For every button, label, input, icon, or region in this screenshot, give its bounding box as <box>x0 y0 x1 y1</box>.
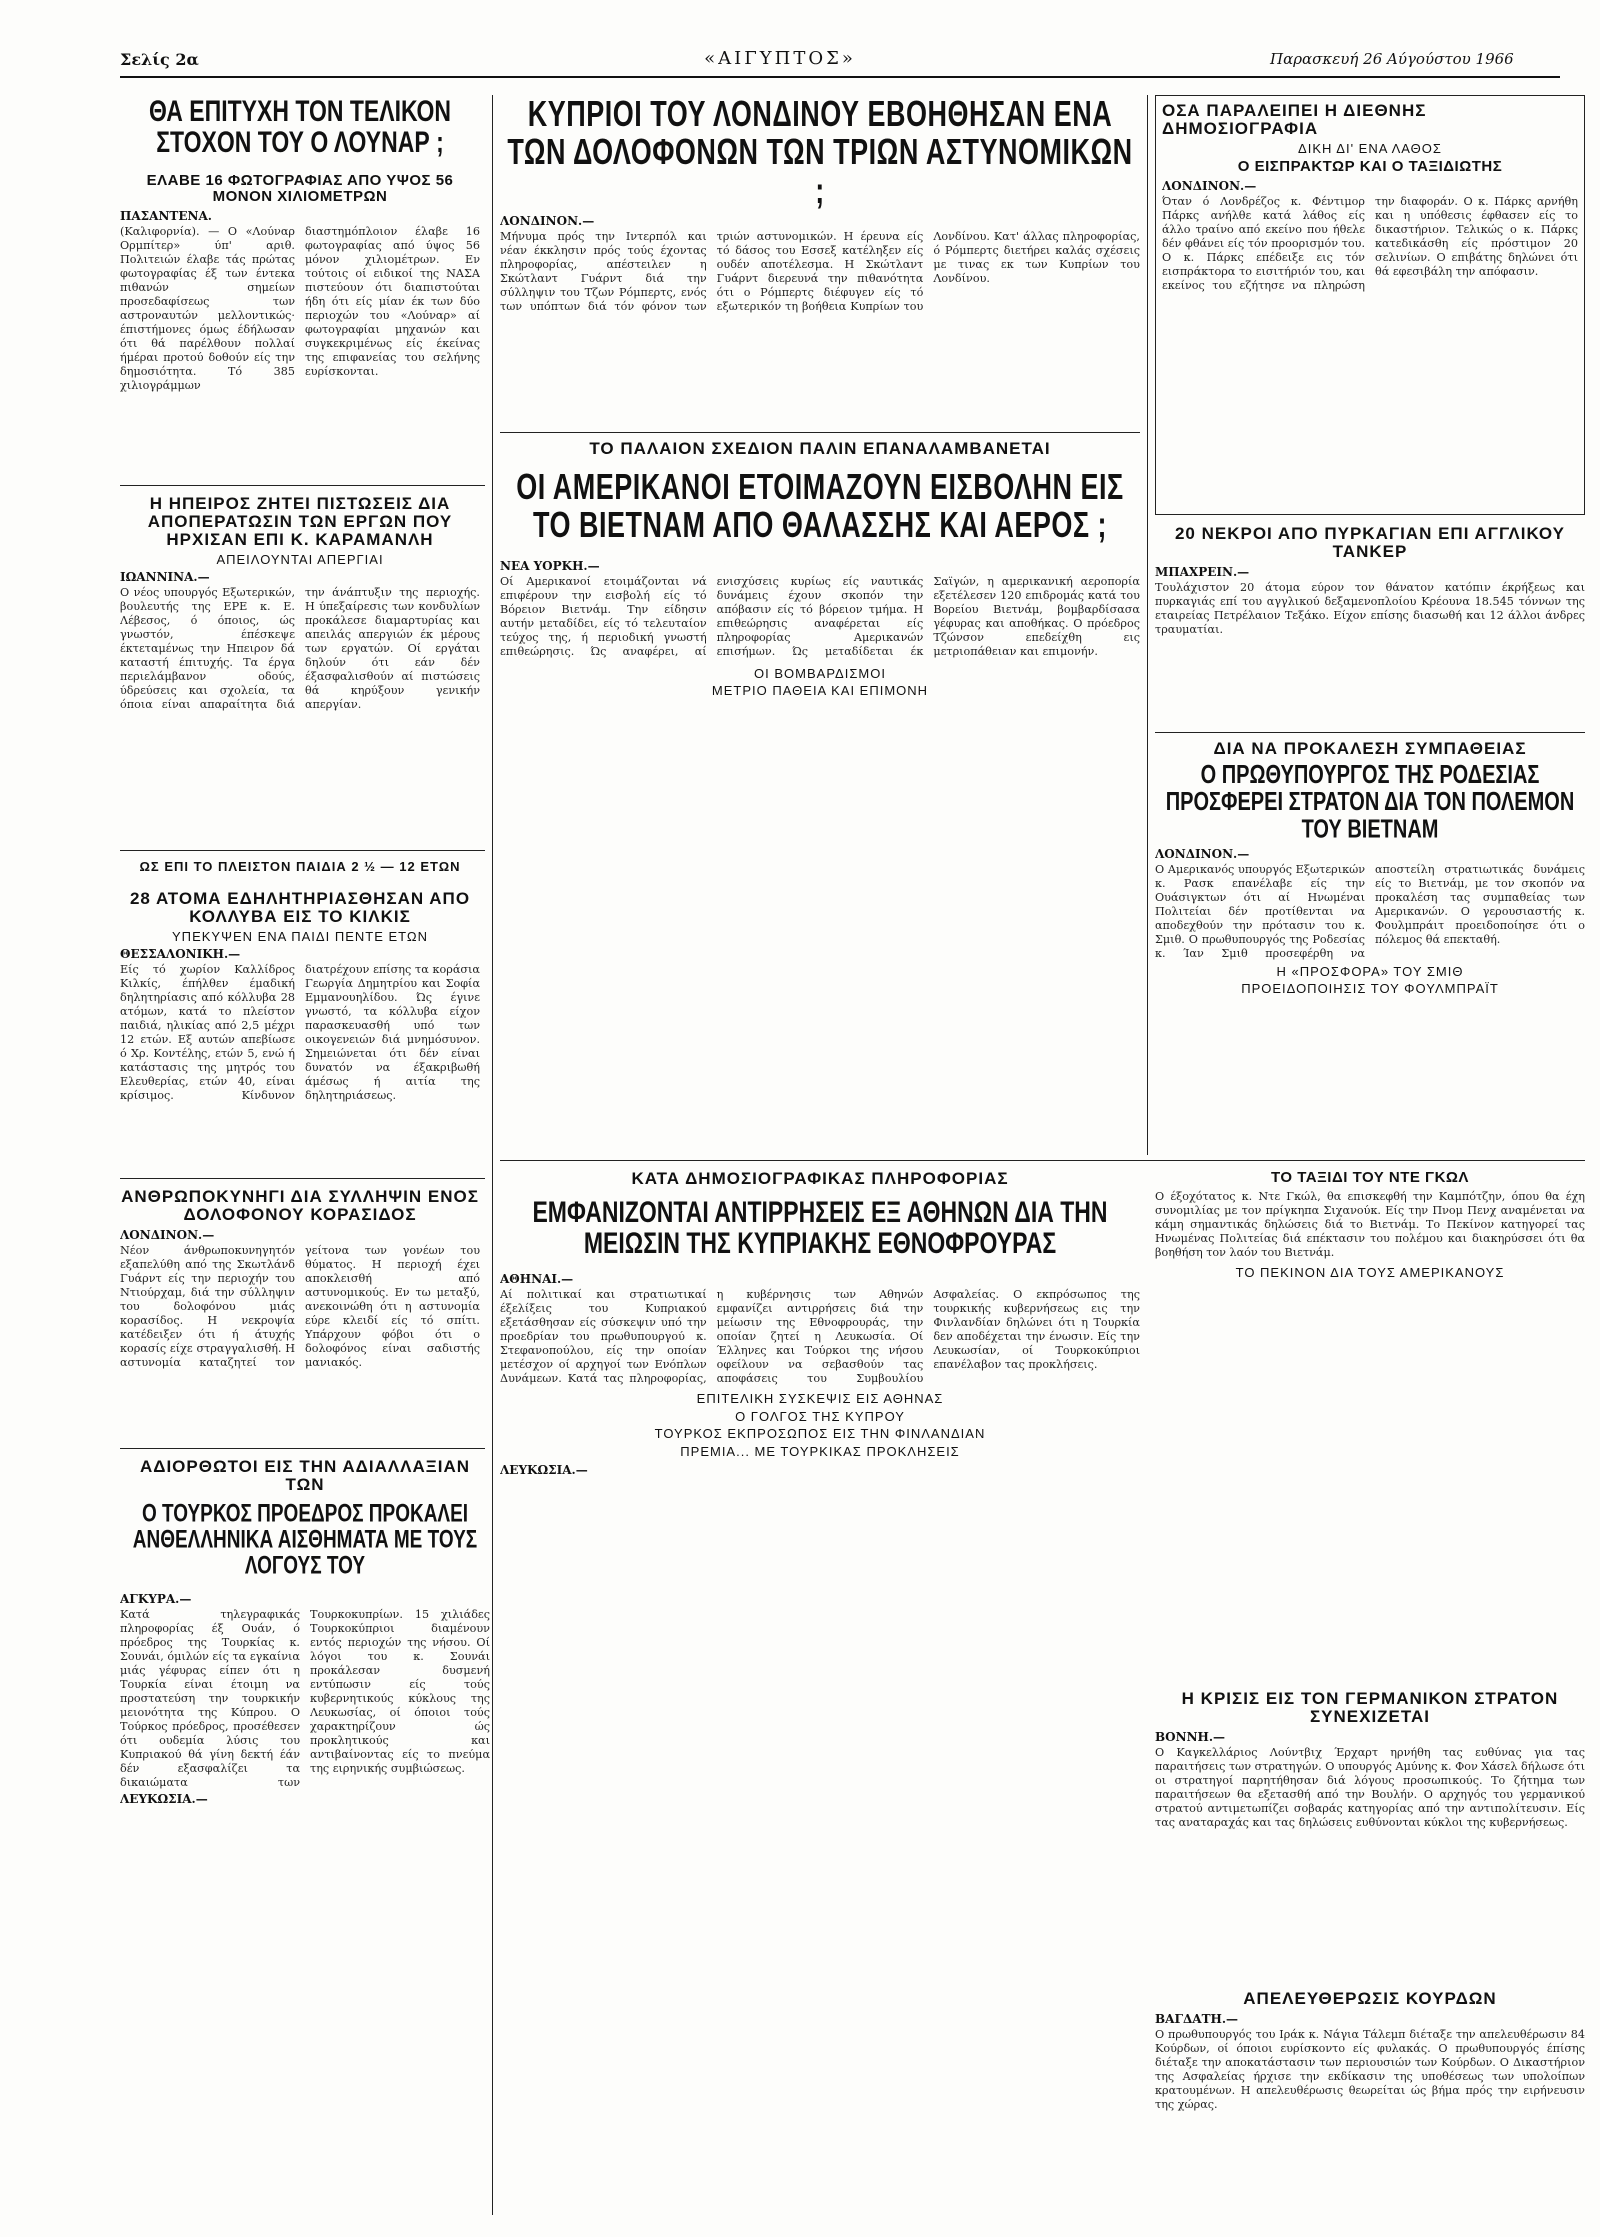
column-divider <box>492 95 493 2215</box>
article-headline: 28 ΑΤΟΜΑ ΕΔΗΛΗΤΗΡΙΑΣΘΗΣΑΝ ΑΠΟ ΚΟΛΛΥΒΑ ΕΙΣ ΤΟ ΚΙΛΚΙΣ <box>129 890 471 926</box>
article-section: ΔΙΚΗ ΔΙ' ΕΝΑ ΛΑΘΟΣ <box>1298 140 1442 156</box>
article-body: Ο πρωθυπουργός του Ιράκ κ. Νάγια Τάλεμπ διέταξε την απελευθέρωσιν 84 Κούρδων, οί όποιοι ευρίσκοντο είς φυλακάς. Ο πρωθυπουργός έπίσης διέταξε την αποκατάστασιν των περιουσιών των Κούρδων. Ο Δικαστήριον της Ασφαλείας ήρχισε την εκδίκασιν της υποθέσεως των υπολοίπων κρατουμένων. Η απελευθέρωσις θεωρείται ώς βήμα πρός την ειρήνευσιν της χώρας. <box>1155 2027 1585 2111</box>
article-dateline: ΝΕΑ ΥΟΡΚΗ.— <box>500 558 600 573</box>
article-headline: ΕΜΦΑΝΙΖΟΝΤΑΙ ΑΝΤΙΡΡΗΣΕΙΣ ΕΞ ΑΘΗΝΩΝ ΔΙΑ ΤΗΝ ΜΕΙΩΣΙΝ ΤΗΣ ΚΥΠΡΙΑΚΗΣ ΕΘΝΟΦΡΟΥΡΑΣ <box>532 1194 1108 1260</box>
article-manhunt <box>120 1188 480 1438</box>
article-dateline: ΘΕΣΣΑΛΟΝΙΚΗ.— <box>120 947 241 962</box>
article-body: Ο έξοχότατος κ. Ντε Γκώλ, θα επισκεφθή την Καμπότζην, όπου θα έχη συνομιλίας με τον πρίγκηπα Σιχανούκ. Είς την Πνομ Πενχ αναμένεται να κάμη σημαντικάς δηλώσεις διά το Βιετνάμ. Το Πεκίνον κατηγορεί τας Ηνωμένας Πολιτείας διά επέκτασιν του πολέμου και διακηρύσσει ότι θα βοηθήση τον λαόν του Βιετνάμ. <box>1155 1189 1585 1259</box>
article-dateline: ΛΕΥΚΩΣΙΑ.— <box>120 1791 208 1806</box>
article-divider <box>120 850 485 851</box>
article-headline: ΑΠΕΛΕΥΘΕΡΩΣΙΣ ΚΟΥΡΔΩΝ <box>1243 1990 1497 2008</box>
article-kicker: ΔΙΑ ΝΑ ΠΡΟΚΑΛΕΣΗ ΣΥΜΠΑΘΕΙΑΣ <box>1213 740 1527 758</box>
article-divider <box>120 1448 485 1449</box>
article-dateline: ΜΠΑΧΡΕΙΝ.— <box>1155 564 1250 579</box>
article-headline: ΚΥΠΡΙΟΙ ΤΟΥ ΛΟΝΔΙΝΟΥ ΕΒΟΗΘΗΣΑΝ ΕΝΑ ΤΩΝ ΔΟΛΟΦΟΝΩΝ ΤΩΝ ΤΡΙΩΝ ΑΣΤΥΝΟΜΙΚΩΝ ; <box>507 95 1133 211</box>
article-subhead: ΠΡΕΜΙΑ... ΜΕ ΤΟΥΡΚΙΚΑΣ ΠΡΟΚΛΗΣΕΙΣ <box>680 1444 960 1460</box>
article-subhead: ΤΟ ΠΕΚΙΝΟΝ ΔΙΑ ΤΟΥΣ ΑΜΕΡΙΚΑΝΟΥΣ <box>1235 1264 1505 1280</box>
article-kicker: ΑΔΙΟΡΘΩΤΟΙ ΕΙΣ ΤΗΝ ΑΔΙΑΛΛΑΞΙΑΝ ΤΩΝ <box>139 1458 471 1494</box>
article-divider <box>500 432 1140 433</box>
article-subhead: ΟΙ ΒΟΜΒΑΡΔΙΣΜΟΙ <box>754 665 886 681</box>
newspaper-title: «ΑΙΓΥΠΤΟΣ» <box>704 48 856 69</box>
article-subhead: Ο ΕΙΣΠΡΑΚΤΩΡ ΚΑΙ Ο ΤΑΞΙΔΙΩΤΗΣ <box>1237 158 1503 176</box>
article-subhead: Ο ΓΟΛΓΟΣ ΤΗΣ ΚΥΠΡΟΥ <box>735 1408 905 1424</box>
article-dateline: ΛΟΝΔΙΝΟΝ.— <box>120 1227 215 1242</box>
article-headline: 20 ΝΕΚΡΟΙ ΑΠΟ ΠΥΡΚΑΓΙΑΝ ΕΠΙ ΑΓΓΛΙΚΟΥ ΤΑΝΚΕΡ <box>1174 525 1566 561</box>
article-subhead: ΤΟ ΤΑΞΙΔΙ ΤΟΥ ΝΤΕ ΓΚΩΛ <box>1271 1170 1469 1186</box>
article-dateline: ΛΟΝΔΙΝΟΝ.— <box>500 214 595 229</box>
article-rhodesia <box>1155 740 1585 1150</box>
article-headline: ΟΣΑ ΠΑΡΑΛΕΙΠΕΙ Η ΔΙΕΘΝΗΣ ΔΗΜΟΣΙΟΓΡΑΦΙΑ <box>1162 101 1427 138</box>
article-body: (Καλιφορνία). — Ο «Λούναρ Ορμπίτερ» ύπ' αριθ. Πολιτειών έλαβε τάς πρώτας φωτογραφίας έξ των έντεκα πιθανών σημείων προσεδαφίσεως των αστροναυτών μελλοντικώς· έπιστήμονες όμως έδήλωσαν ότι θά παρέλθουν πολλαί ήμέραι προτού δοθούν είς την δημοσιότητα. Τό 385 χιλιογράμμων διαστημόπλοιον έλαβε 16 φωτογραφίας από ύψος 56 μόνον χιλιομέτρων. Εν τούτοις οί ειδικοί της ΝΑΣΑ πιστεύουν ότι διαπιστούται ήδη ότι είς μίαν έκ των δύο περιοχών του «Λούναρ» αί φωτογραφίαι μηχανών και συγκεκριμένως είς έκείνας της επιφανείας του σελήνης ευρίσκονται. <box>120 224 480 392</box>
article-headline: Η ΗΠΕΙΡΟΣ ΖΗΤΕΙ ΠΙΣΤΩΣΕΙΣ ΔΙΑ ΑΠΟΠΕΡΑΤΩΣΙΝ ΤΩΝ ΕΡΓΩΝ ΠΟΥ ΗΡΧΙΣΑΝ ΕΠΙ Κ. ΚΑΡΑΜΑΝΛΗ <box>147 495 453 549</box>
masthead <box>0 0 1600 80</box>
article-divider <box>120 485 485 486</box>
article-body: Αί πολιτικαί και στρατιωτικαί έξελίξεις του Κυπριακού εξετάσθησαν είς σύσκεψιν υπό την προεδρίαν του πρωθυπουργού κ. Στεφανοπούλου, είς την οποίαν μετέσχον οί αρχηγοί των Ενόπλων Δυνάμεων. Κατά τας πληροφορίας, η κυβέρνησις των Αθηνών εμφανίζει αντιρρήσεις διά την μείωσιν της Εθνοφρουράς, την οποίαν ζητεί η Λευκωσία. Οί Έλληνες και Τούρκοι της νήσου οφείλουν να σεβασθούν τας αποφάσεις του Συμβουλίου Ασφαλείας. Ο εκπρόσωπος της τουρκικής κυβερνήσεως εις την Φινλανδίαν δηλώνει ότι η Τουρκία δεν αποδέχεται την ένωσιν. Είς την Λευκωσίαν, οί Τουρκοκύπριοι επανέλαβον τας προκλήσεις. <box>500 1288 1140 1386</box>
article-dateline: ΒΟΝΝΗ.— <box>1155 1729 1226 1744</box>
article-headline: Η ΚΡΙΣΙΣ ΕΙΣ ΤΟΝ ΓΕΡΜΑΝΙΚΟΝ ΣΤΡΑΤΟΝ ΣΥΝΕΧΙΖΕΤΑΙ <box>1181 1690 1559 1726</box>
article-headline: ΟΙ ΑΜΕΡΙΚΑΝΟΙ ΕΤΟΙΜΑΖΟΥΝ ΕΙΣΒΟΛΗΝ ΕΙΣ ΤΟ ΒΙΕΤΝΑΜ ΑΠΟ ΘΑΛΑΣΣΗΣ ΚΑΙ ΑΕΡΟΣ ; <box>516 466 1124 546</box>
article-subhead: Η «ΠΡΟΣΦΟΡΑ» ΤΟΥ ΣΜΙΘ <box>1276 963 1464 979</box>
page-number: Σελίς 2α <box>120 50 199 69</box>
article-headline: ΘΑ ΕΠΙΤΥΧΗ ΤΟΝ ΤΕΛΙΚΟΝ ΣΤΟΧΟΝ ΤΟΥ Ο ΛΟΥΝΑΡ ; <box>148 95 452 159</box>
article-vietnam <box>500 440 1140 1235</box>
article-subhead: ΜΕΤΡΙΟ ΠΑΘΕΙΑ ΚΑΙ ΕΠΙΜΟΝΗ <box>711 683 929 699</box>
article-headline: Ο ΤΟΥΡΚΟΣ ΠΡΟΕΔΡΟΣ ΠΡΟΚΑΛΕΙ ΑΝΘΕΛΛΗΝΙΚΑ ΑΙΣΘΗΜΑΤΑ ΜΕ ΤΟΥΣ ΛΟΓΟΥΣ ΤΟΥ <box>132 1500 478 1580</box>
article-subhead: ΕΠΙΤΕΛΙΚΗ ΣΥΣΚΕΨΙΣ ΕΙΣ ΑΘΗΝΑΣ <box>696 1391 944 1407</box>
article-guard <box>500 1170 1140 2210</box>
issue-date: Παρασκευή 26 Αύγούστου 1966 <box>1270 50 1514 68</box>
article-cypriots <box>500 95 1140 425</box>
article-body: Νέον άνθρωποκυνηγητόν εξαπελύθη από της Σκωτλάνδ Γυάρντ είς την περιοχήν του Ντιούρχαμ, διά την σύλληψιν του δολοφόνου μιάς κορασίδος. Η νεκροψία κατέδειξεν ότι ή άτυχής κορασίς είχε στραγγαλισθή. Η αστυνομία καταζητεί τον γείτονα των γονέων του θύματος. Η περιοχή έχει αποκλεισθή από αστυνομικούς. Εν τω μεταξύ, ανεκοινώθη ότι η αστυνομία εύρε κλειδί είς τό σπίτι. Υπάρχουν φόβοι ότι ο δολοφόνος είναι σαδιστής μανιακός. <box>120 1243 480 1369</box>
article-body: Τουλάχιστον 20 άτομα εύρον τον θάνατον κατόπιν έκρήξεως και πυρκαγιάς επί του αγγλικού δεξαμενοπλοίου Κρέουνα 18.545 τόννων της εταιρείας Πετρέλαιον Τεξάκο. Είχον επίσης διασωθή και 12 άλλοι άνδρες τραυματίαι. <box>1155 580 1585 636</box>
article-body: Μήνυμα πρός την Ιντερπόλ και νέαν έκκλησιν πρός τούς έχοντας πληροφορίας, απέστειλεν η Σκώτλαντ Γυάρντ διά την σύλληψιν του Τζων Ρόμπερτς, ενός των υπόπτων διά τόν φόνον των τριών αστυνομικών. Η έρευνα είς τό δάσος του Εσσεξ κατέληξεν είς ουδέν αποτέλεσμα. Η Σκώτλαντ Γυάρντ διερευνά την πιθανότητα ότι ο Ρόμπερτς διέφυγεν είς τό εξωτερικόν τη βοήθεια Κυπρίων του Λονδίνου. Κατ' άλλας πληροφορίας, ό Ρόμπερτς διετήρει καλάς σχέσεις με τινας εκ των Κυπρίων του Λονδίνου. <box>500 230 1140 314</box>
article-subhead: ΤΟΥΡΚΟΣ ΕΚΠΡΟΣΩΠΟΣ ΕΙΣ ΤΗΝ ΦΙΝΛΑΝΔΙΑΝ <box>654 1426 986 1442</box>
article-children-note <box>120 860 480 884</box>
article-body: Ο νέος υπουργός Εξωτερικών, βουλευτής της ΕΡΕ κ. Ε. Λέβεσος, ό όποιος, ώς γνωστόν, έπέσκεψε έκτεταμένως την Ηπειρον δά καταστή έπιτυχής. Τα έργα περιελάμβανον οδούς, ύδρεύσεις και σχολεία, τα όποια είναι απαραίτητα διά την άνάπτυξιν της περιοχής. Η ύπεξαίρεσις των κονδυλίων προκάλεσε διαμαρτυρίας και απειλάς απεργιών έκ μέρους των εργατών. Οί εργάται δηλούν ότι εάν δέν έξασφαλισθούν αί πιστώσεις θά κηρύξουν γενικήν απεργίαν. <box>120 586 480 712</box>
article-kurds <box>1155 1990 1585 2210</box>
article-divider <box>500 1160 1585 1161</box>
spacer <box>120 2215 121 2216</box>
article-subhead: ΑΠΕΙΛΟΥΝΤΑΙ ΑΠΕΡΓΙΑΙ <box>216 551 384 567</box>
article-headline: ΑΝΘΡΩΠΟΚΥΝΗΓΙ ΔΙΑ ΣΥΛΛΗΨΙΝ ΕΝΟΣ ΔΟΛΟΦΟΝΟΥ ΚΟΡΑΣΙΔΟΣ <box>121 1188 479 1224</box>
article-body: Οί Αμερικανοί ετοιμάζονται νά επιφέρουν την εισβολή είς τό Βόρειον Βιετνάμ. Την είδησιν αυτήν μεταδίδει, είς τό τελευταίον τεύχος της, ή περιοδική γνωστή επιθεώρησις. Ώς αναφέρει, αί ενισχύσεις κυρίως είς ναυτικάς δυνάμεις έχουν σκοπόν την απόβασιν είς τό βόρειον τμήμα. Η επιθεώρησις αναφέρεται είς πληροφορίας Αμερικανών επισήμων. Ώς μεταδίδεται έκ Σαϊγών, η αμερικανική αεροπορία εξετέλεσεν 120 επιδρομάς κατά του Βορείου Βιετνάμ, βομβαρδίσασα γέφυρας και αποθήκας. Ο πρόεδρος Τζώνσον επεδείχθη εις μετριοπάθειαν και επιμονήν. <box>500 574 1140 658</box>
article-divider <box>1155 732 1585 733</box>
column-divider <box>1147 95 1148 1155</box>
article-body: Ο Καγκελλάριος Λούντβιχ Έρχαρτ ηρνήθη τας ευθύνας για τας παραιτήσεις των στρατηγών. Ο υπουργός Αμύνης κ. Φον Χάσελ δήλωσε ότι οι στρατηγοί παρητήθησαν διά λόγους προσωπικούς. Το ζήτημα των παραιτήσεων θα εξετασθή από την Βουλήν. Ο αρχηγός του γερμανικού στρατού αντιμετωπίζει σοβαράς κατηγορίας από την αντιπολίτευσιν. Είς τας αναταραχάς και τας δηλώσεις ευθύνονται κύκλοι της κυβερνήσεως. <box>1155 1745 1585 1829</box>
article-dateline: ΙΩΑΝΝΙΝΑ.— <box>120 570 210 585</box>
article-kicker: ΚΑΤΑ ΔΗΜΟΣΙΟΓΡΑΦΙΚΑΣ ΠΛΗΡΟΦΟΡΙΑΣ <box>631 1170 1009 1188</box>
article-dgaulle <box>1155 1170 1585 1670</box>
note-text: ΩΣ ΕΠΙ ΤΟ ΠΛΕΙΣΤΟΝ ΠΑΙΔΙΑ 2 ½ — 12 ΕΤΩΝ <box>139 860 461 874</box>
article-kicker: ΤΟ ΠΑΛΑΙΟΝ ΣΧΕΔΙΟΝ ΠΑΛΙΝ ΕΠΑΝΑΛΑΜΒΑΝΕΤΑΙ <box>589 440 1051 458</box>
article-lunar <box>120 95 480 480</box>
article-epirus <box>120 495 480 845</box>
article-dateline: ΛΟΝΔΙΝΟΝ.— <box>1155 846 1250 861</box>
article-body: Ο Αμερικανός υπουργός Εξωτερικών κ. Ρασκ επανέλαβε είς την Ουάσιγκτων ότι αί Ηνωμέναι Πολιτείαι δέν προτίθενται να αποδεχθούν την πρότασιν του κ. Σμιθ. Ο πρωθυπουργός της Ροδεσίας κ. Ίαν Σμιθ προσεφέρθη να αποστείλη στρατιωτικάς δυνάμεις είς το Βιετνάμ, με τον σκοπόν να προκαλέση τας συμπαθείας των Αμερικανών. Ο γερουσιαστής κ. Φουλμπράιτ προειδοποίησε ότι ο πόλεμος θά επεκταθή. <box>1155 862 1585 960</box>
article-dateline: ΒΑΓΔΑΤΗ.— <box>1155 2011 1239 2026</box>
article-tanker <box>1155 525 1585 725</box>
masthead-rule <box>120 76 1560 78</box>
article-dateline: ΛΕΥΚΩΣΙΑ.— <box>500 1462 588 1477</box>
article-subhead: ΕΛΑΒΕ 16 ΦΩΤΟΓΡΑΦΙΑΣ ΑΠΟ ΥΨΟΣ 56 ΜΟΝΟΝ ΧΙΛΙΟΜΕΤΡΩΝ <box>146 172 454 206</box>
article-body: Όταν ό Λονδρέζος κ. Φέντιμορ Πάρκς ανήλθε κατά λάθος είς άλλο τραίνο από εκείνο που ήθελε δέν φθάνει είς τόν προορισμόν του. Ο κ. Πάρκς επέδειξε εις τόν εισπράκτορα το εισιτήριόν του, και εκείνος του εζήτησε να πληρώση την διαφοράν. Ο κ. Πάρκς αρνήθη και η υπόθεσις έφθασεν είς το δικαστήριον. Τελικώς ο κ. Πάρκς κατεδικάσθη είς πρόστιμον 20 σελινίων. Ο επιβάτης δηλώνει ότι θά εφεσιβάλη την απόφασιν. <box>1162 195 1578 293</box>
article-divider <box>120 1178 485 1179</box>
article-subhead: ΥΠΕΚΥΨΕΝ ΕΝΑ ΠΑΙΔΙ ΠΕΝΤΕ ΕΤΩΝ <box>172 928 428 944</box>
article-body: Κατά τηλεγραφικάς πληροφορίας έξ Ουάν, ό πρόεδρος της Τουρκίας κ. Σουνάι, όμιλών είς τα εγκαίνια μιάς γέφυρας είπεν ότι η Τουρκία είναι έτοιμη να προστατεύση την τουρκικήν μειονότητα της Κύπρου. Ο Τούρκος πρόεδρος, προσέθεσεν ότι ουδεμία λύσις του Κυπριακού θά γίνη δεκτή έάν δέν εξασφαλίζει τα δικαιώματα των Τουρκοκυπρίων. 15 χιλιάδες Τουρκοκύπριοι διαμένουν εντός περιοχών της νήσου. Οί λόγοι του κ. Σουνάι προκάλεσαν δυσμενή εντύπωσιν είς τούς κυβερνητικούς κύκλους της Λευκωσίας, οί όποιοι τούς χαρακτηρίζουν ώς προκλητικούς και αντιβαίνοντας είς το πνεύμα της ειρηνικής συμβιώσεως. <box>120 1607 490 1789</box>
article-subhead: ΠΡΟΕΙΔΟΠΟΙΗΣΙΣ ΤΟΥ ΦΟΥΛΜΠΡΑΪΤ <box>1241 981 1499 997</box>
article-headline: Ο ΠΡΩΘΥΠΟΥΡΓΟΣ ΤΗΣ ΡΟΔΕΣΙΑΣ ΠΡΟΣΦΕΡΕΙ ΣΤΡΑΤΟΝ ΔΙΑ ΤΟΝ ΠΟΛΕΜΟΝ ΤΟΥ ΒΙΕΤΝΑΜ <box>1165 760 1575 844</box>
article-dateline: ΠΑΣΑΝΤΕΝΑ. <box>120 208 212 223</box>
article-turkish <box>120 1458 490 2208</box>
article-dateline: ΑΓΚΥΡΑ.— <box>120 1591 192 1606</box>
article-dateline: ΛΟΝΔΙΝΟΝ.— <box>1162 179 1257 194</box>
article-poisoning <box>120 890 480 1170</box>
article-body: Είς τό χωρίον Καλλίδρος Κιλκίς, έπήλθεν έμαδική δηλητηρίασις από κόλλυβα 28 ατόμων, κατά το πλείστον παιδιά, ηλικίας από 2,5 μέχρι 12 ετών. Εξ αυτών απεβίωσε ό Χρ. Κοντέλης, ετών 5, ενώ ή κατάστασις της μητρός του Ελευθερίας, ετών 40, είναι κρίσιμος. Κίνδυνον διατρέχουν επίσης τα κοράσια Γεωργία Δημητρίου και Σοφία Εμμανουηλίδου. Ώς έγινε γνωστό, τα κόλλυβα είχον παρασκευασθή υπό των οικογενειών διά μνημόσυνον. Σημειώνεται ότι δέν είναι δυνατόν να έξακριβωθή άμέσως ή αιτία της δηλητηριάσεως. <box>120 963 480 1103</box>
article-dateline: ΑΘΗΝΑΙ.— <box>500 1272 574 1287</box>
article-omissions <box>1155 95 1585 515</box>
